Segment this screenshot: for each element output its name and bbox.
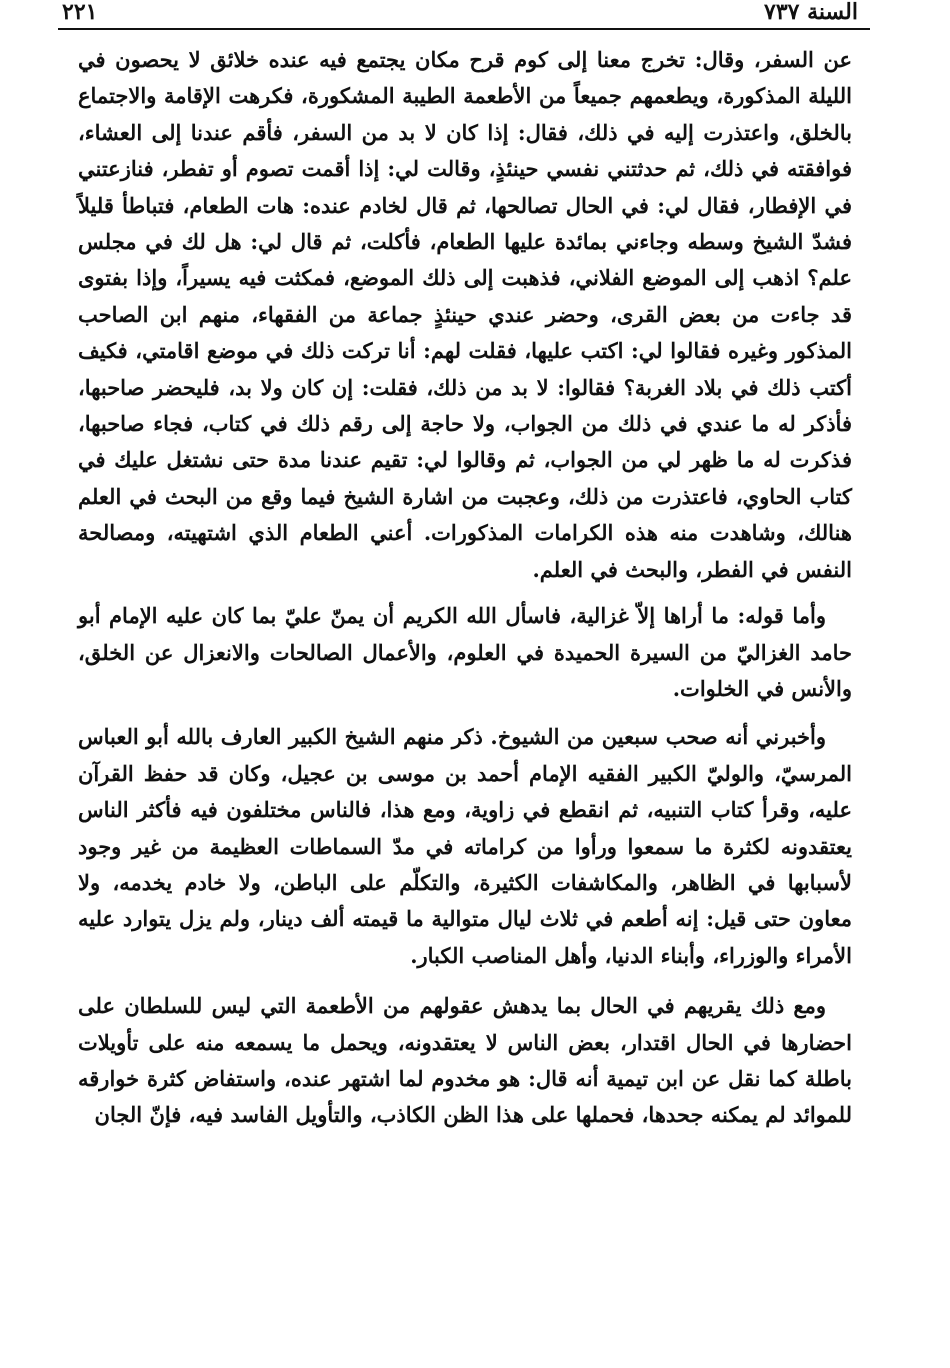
paragraph-2: وأما قوله: ما أراها إلاّ غزالية، فاسأل الله الكريم أن يمنّ عليّ بما كان عليه الإمام أبو حامد الغزاليّ من السيرة الحميدة في العلوم، والأعمال الصالحات والانعزال عن الخلق، والأنس في الخلوات. (78, 603, 852, 701)
running-header-year: السنة ٧٣٧ (764, 0, 858, 25)
paragraph-4: ومع ذلك يقريهم في الحال بما يدهش عقولهم من الأطعمة التي ليس للسلطان على احضارها في الحال اقتدار، بعض الناس لا يعتقدونه، ويحمل ما يسمعه منه على تأويلات باطلة كما نقل عن ابن تيمية أنه قال: هو مخدوم لما اشتهر عنده، واستفاض كثرة خوارقه للموائد لم يمكنه جحدها، فحملها على هذا الظن الكاذب، والتأويل الفاسد فيه، فإنّ الجان (78, 993, 852, 1128)
body-text (78, 42, 852, 1134)
header-rule (58, 28, 870, 30)
page-number: ٢٢١ (62, 0, 98, 25)
paragraph-3: وأخبرني أنه صحب سبعين من الشيوخ. ذكر منهم الشيخ الكبير العارف بالله أبو العباس المرسيّ، والوليّ الكبير الفقيه الإمام أحمد بن موسى بن عجيل، وكان قد حفظ القرآن عليه، وقرأ كتاب التنبيه، ثم انقطع في زاوية، ومع هذا، فالناس مختلفون فيه فأكثر الناس يعتقدونه لكثرة ما سمعوا ورأوا من كراماته في مدّ السماطات العظيمة من غير وجود لأسبابها في الظاهر، والمكاشفات الكثيرة، والتكلّم على الباطن، ولا خادم يخدمه، ولا معاون حتى قيل: إنه أطعم في ثلاث ليال متوالية ما قيمته ألف دينار، ولم يزل يتوارد عليه الأمراء والوزراء، وأبناء الدنيا، وأهل المناصب الكبار. (78, 724, 852, 968)
paragraph-1: عن السفر، وقال: تخرج معنا إلى كوم قرح مكان يجتمع فيه عنده خلائق لا يحصون في الليلة المذكورة، ويطعمهم جميعاً من الأطعمة الطيبة المشكورة، فكرهت الإقامة والاجتماع بالخلق، واعتذرت إليه في ذلك، فقال: إذا كان لا بد من السفر، فأقم عندنا إلى العشاء، فوافقته في ذلك، ثم حدثتني نفسي حينئذٍ، وقالت لي: إذا أقمت تصوم أو تفطر، فنازعتني في الإفطار، فقال لي: في الحال تصالحها، ثم قال لخادم عنده: هات الطعام، فتباطأ قليلاً فشدّ الشيخ وسطه وجاءني بمائدة عليها الطعام، فأكلت، ثم قال لي: هل لك في مجلس علم؟ اذهب إلى الموضع الفلاني، فذهبت إلى ذلك الموضع، فمكثت فيه يسيراً، وإذا بفتوى قد جاءت من بعض القرى، وحضر عندي حينئذٍ جماعة من الفقهاء، منهم ابن الصاحب المذكور وغيره فقالوا لي: اكتب عليها، فقلت لهم: أنا تركت ذلك في موضع اقامتي، فكيف أكتب ذلك في بلاد الغربة؟ فقالوا: لا بد من ذلك، فقلت: إن كان ولا بد، فليحضر صاحبها، فأذكر له ما عندي في ذلك من الجواب، ولا حاجة إلى رقم ذلك في كتاب، فجاء صاحبها، فذكرت له ما ظهر لي من الجواب، ثم وقالوا لي: تقيم عندنا مدة حتى نشتغل عليك في كتاب الحاوي، فاعتذرت من ذلك، وعجبت من اشارة الشيخ فيما وقع من البحث في العلم هنالك، وشاهدت منه هذه الكرامات المذكورات. أعني الطعام الذي اشتهيته، ومصالحة النفس في الفطر، والبحث في العلم. (78, 47, 852, 582)
